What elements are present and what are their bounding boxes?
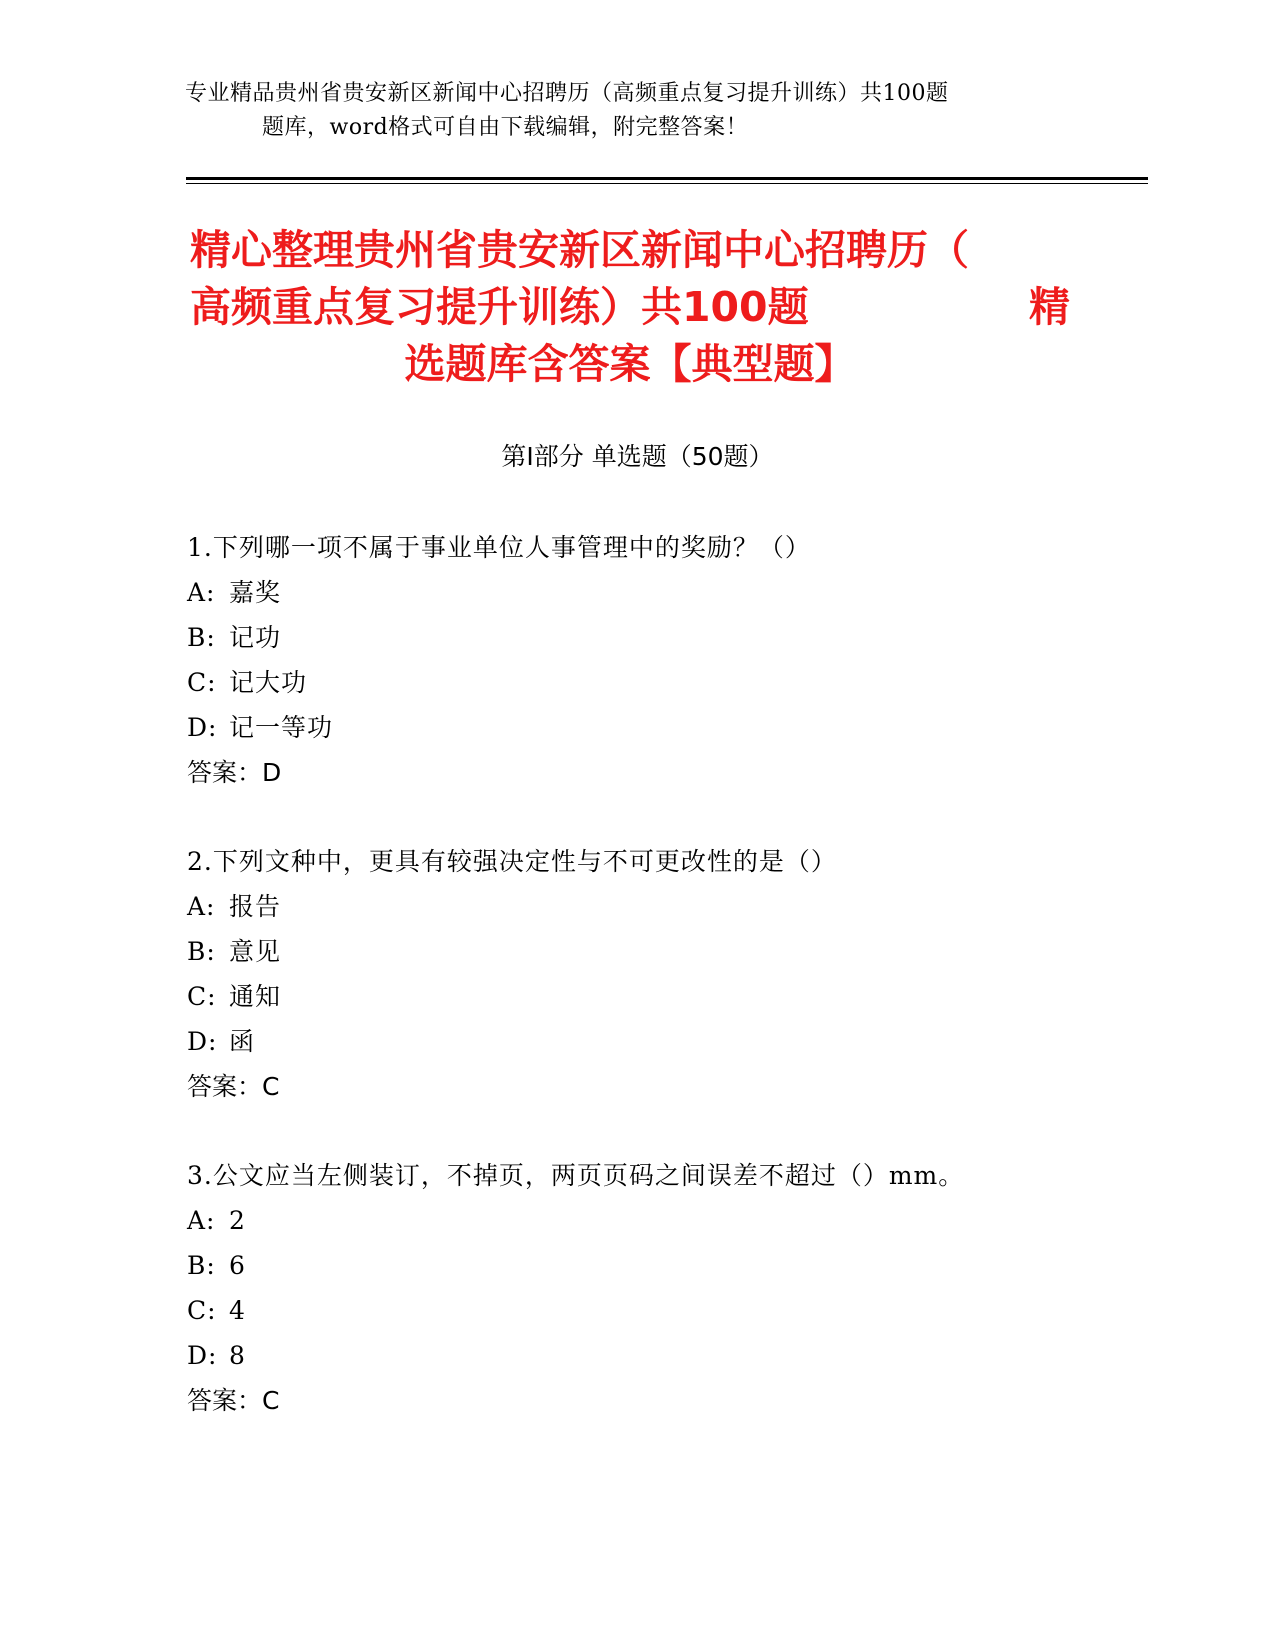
option-d — [187, 1019, 1147, 1064]
title-line-2 — [190, 279, 1070, 336]
option-d — [187, 1333, 1147, 1378]
question-answer: 答案：C — [187, 1386, 280, 1415]
option-text: 通知 — [229, 982, 282, 1011]
option-letter: D: — [187, 1341, 218, 1370]
question-stem: 2.下列文种中，更具有较强决定性与不可更改性的是（） — [187, 847, 837, 876]
question-item — [187, 1153, 1147, 1423]
option-text: 记功 — [229, 623, 282, 652]
header-text-line-2: 题库，word格式可自由下载编辑，附完整答案！ — [262, 115, 749, 140]
option-letter: C: — [187, 982, 217, 1011]
option-a — [187, 884, 1147, 929]
option-letter: C: — [187, 1296, 217, 1325]
option-text: 6 — [229, 1251, 246, 1280]
option-letter: B: — [187, 937, 216, 966]
option-c — [187, 974, 1147, 1019]
option-c — [187, 1288, 1147, 1333]
question-answer: 答案：C — [187, 1072, 280, 1101]
option-b — [187, 929, 1147, 974]
option-letter: B: — [187, 1251, 216, 1280]
option-text: 报告 — [229, 892, 282, 921]
question-list — [187, 525, 1147, 1467]
question-answer: 答案：D — [187, 758, 282, 787]
option-a — [187, 570, 1147, 615]
option-letter: B: — [187, 623, 216, 652]
option-b — [187, 1243, 1147, 1288]
option-letter: D: — [187, 713, 218, 742]
option-c — [187, 660, 1147, 705]
section-heading: 第Ⅰ部分 单选题（50题） — [501, 442, 774, 471]
option-text: 函 — [229, 1027, 256, 1056]
title-line-2-right: 精 — [1029, 283, 1070, 331]
option-b — [187, 615, 1147, 660]
option-d — [187, 705, 1147, 750]
option-letter: A: — [187, 1206, 216, 1235]
header-divider-thin — [186, 183, 1148, 184]
header-divider-thick — [186, 177, 1148, 180]
option-letter: A: — [187, 578, 216, 607]
question-stem: 1.下列哪一项不属于事业单位人事管理中的奖励？（） — [187, 533, 811, 562]
title-line-1: 精心整理贵州省贵安新区新闻中心招聘历（ — [190, 226, 969, 274]
option-text: 8 — [229, 1341, 246, 1370]
option-letter: D: — [187, 1027, 218, 1056]
title-line-2-left: 高频重点复习提升训练）共100题 — [190, 283, 809, 331]
option-text: 2 — [229, 1206, 246, 1235]
header-text-line-1: 专业精品贵州省贵安新区新闻中心招聘历（高频重点复习提升训练）共100题 — [185, 81, 949, 106]
option-text: 4 — [229, 1296, 246, 1325]
question-item — [187, 839, 1147, 1109]
option-letter: C: — [187, 668, 217, 697]
option-letter: A: — [187, 892, 216, 921]
option-text: 记大功 — [229, 668, 308, 697]
option-text: 记一等功 — [229, 713, 334, 742]
option-text: 嘉奖 — [229, 578, 282, 607]
option-text: 意见 — [229, 937, 282, 966]
option-a — [187, 1198, 1147, 1243]
question-item — [187, 525, 1147, 795]
document-title — [190, 222, 1070, 393]
question-stem: 3.公文应当左侧装订，不掉页，两页页码之间误差不超过（）mm。 — [187, 1161, 965, 1190]
title-line-3: 选题库含答案【典型题】 — [404, 340, 856, 388]
